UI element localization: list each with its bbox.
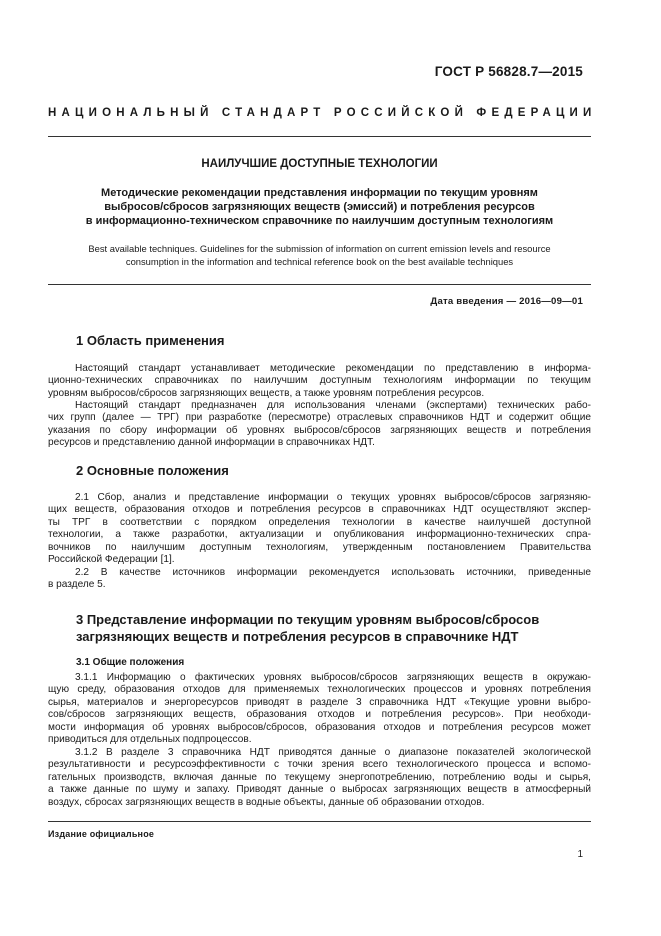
- text-line: 2.2 В качестве источников информации рекомендуется использовать источники, приведенные: [75, 567, 591, 578]
- text-line: сов/сбросов загрязняющих веществ, образования отходов и потребления ресурсов». При необходи-: [48, 709, 591, 721]
- english-title-line: consumption in the information and technical reference book on the best available techniques: [125, 256, 514, 267]
- text-line: щую среду, образования отходов для применяемых технологических процессов и уровнях потребления: [48, 684, 591, 696]
- section-3-paragraph-1: [48, 672, 591, 746]
- text-line: результативности и ресурсоэффективности с точки зрения всего технологического процесса и вспомо-: [48, 759, 591, 771]
- text-line: 2.1 Сбор, анализ и представление информации о текущих уровнях выбросов/сбросов загрязняю-: [75, 492, 591, 503]
- section-2-heading: 2 Основные положения: [76, 463, 229, 478]
- page-number: 1: [577, 849, 583, 860]
- footer-divider: [48, 821, 591, 822]
- text-line: указания по сбору информации об уровнях выбросов/сбросов загрязняющих веществ и потребления: [48, 424, 591, 436]
- section-3-heading-line: загрязняющих веществ и потребления ресурсов в справочнике НДТ: [76, 629, 519, 644]
- subtitle-line: выбросов/сбросов загрязняющих веществ (эмиссий) и потребления ресурсов: [104, 201, 535, 213]
- section-2-paragraph-2: [48, 567, 591, 592]
- document-subtitle: [48, 186, 591, 228]
- section-1-heading: 1 Область применения: [76, 333, 225, 348]
- text-line: технологии, а также разработки, актуализации и опубликования информационно-технических спра-: [48, 529, 591, 541]
- title-divider: [48, 284, 591, 285]
- english-title: [48, 242, 591, 268]
- section-3-heading-line: 3 Представление информации по текущим уровням выбросов/сбросов: [76, 612, 540, 627]
- national-standard-banner: НАЦИОНАЛЬНЫЙ СТАНДАРТ РОССИЙСКОЙ ФЕДЕРАЦИИ: [48, 107, 597, 119]
- text-line: в разделе 5.: [48, 579, 106, 591]
- text-line: воздух, сбросах загрязняющих веществ в водные объекты, данные об образовании отходов.: [48, 796, 485, 808]
- text-line: приводиться для отдельных подпроцессов.: [48, 734, 252, 746]
- text-line: ционно-технических справочниках по наилучшим доступным технологиям информации по текущим: [48, 375, 591, 387]
- section-1-paragraph-1: [48, 363, 591, 400]
- text-line: Настоящий стандарт устанавливает методические рекомендации по представлению в информа-: [75, 363, 591, 374]
- document-title: НАИЛУЧШИЕ ДОСТУПНЫЕ ТЕХНОЛОГИИ: [201, 158, 438, 170]
- text-line: уровням выбросов/сбросов загрязняющих веществ, а также уровням потребления ресурсов.: [48, 387, 485, 399]
- text-line: чих групп (далее — ТРГ) при разработке (пересмотре) отраслевых справочников НДТ и содержит общие: [48, 412, 591, 424]
- text-line: Российской Федерации [1].: [48, 554, 175, 566]
- text-line: вочников по наилучшим доступным технологиям, утвержденным постановлением Правительства: [48, 541, 591, 553]
- english-title-line: Best available techniques. Guidelines for the submission of information on current emission levels and resource: [88, 243, 551, 254]
- text-line: а также данные по шуму и запаху. Приводят данные о выбросах загрязняющих веществ в атмосферный: [48, 784, 591, 796]
- text-line: щих веществ, образования отходов и потребления ресурсов в справочниках НДТ осуществляют экспер-: [48, 504, 591, 516]
- gost-code: ГОСТ Р 56828.7—2015: [434, 64, 583, 79]
- section-1-paragraph-2: [48, 400, 591, 450]
- text-line: Настоящий стандарт предназначен для использования членами (экспертами) технических рабо-: [75, 400, 591, 411]
- section-3-paragraph-2: [48, 747, 591, 809]
- section-2-paragraph-1: [48, 492, 591, 566]
- section-3-heading: [76, 611, 591, 645]
- introduction-date: Дата введения — 2016—09—01: [430, 296, 583, 307]
- text-line: 3.1.1 Информацию о фактических уровнях выбросов/сбросов загрязняющих веществ в окружаю-: [75, 672, 591, 683]
- text-line: сырья, материалов и энергоресурсов приводят в разделе 3 справочника НДТ «Текущие уровни выбро-: [48, 696, 591, 708]
- edition-note: Издание официальное: [48, 829, 155, 839]
- subsection-3-1-heading: 3.1 Общие положения: [76, 657, 185, 668]
- subtitle-line: в информационно-техническом справочнике по наилучшим доступным технологиям: [85, 215, 554, 227]
- text-line: мости информация об уровнях выбросов/сбросов, образования отходов и потребления ресурсов может: [48, 721, 591, 733]
- text-line: ты ТРГ в соответствии с порядком определения технологии в качестве наилучшей доступной: [48, 516, 591, 528]
- header-divider: [48, 136, 591, 137]
- text-line: 3.1.2 В разделе 3 справочника НДТ приводятся данные о диапазоне показателей экологической: [75, 747, 591, 758]
- subtitle-line: Методические рекомендации представления информации по текущим уровням: [101, 187, 538, 199]
- text-line: ресурсов и представлению данной информации в справочниках НДТ.: [48, 437, 375, 449]
- text-line: гательных производств, включая данные по текущему энергопотреблению, потреблению воды и сырья,: [48, 771, 591, 783]
